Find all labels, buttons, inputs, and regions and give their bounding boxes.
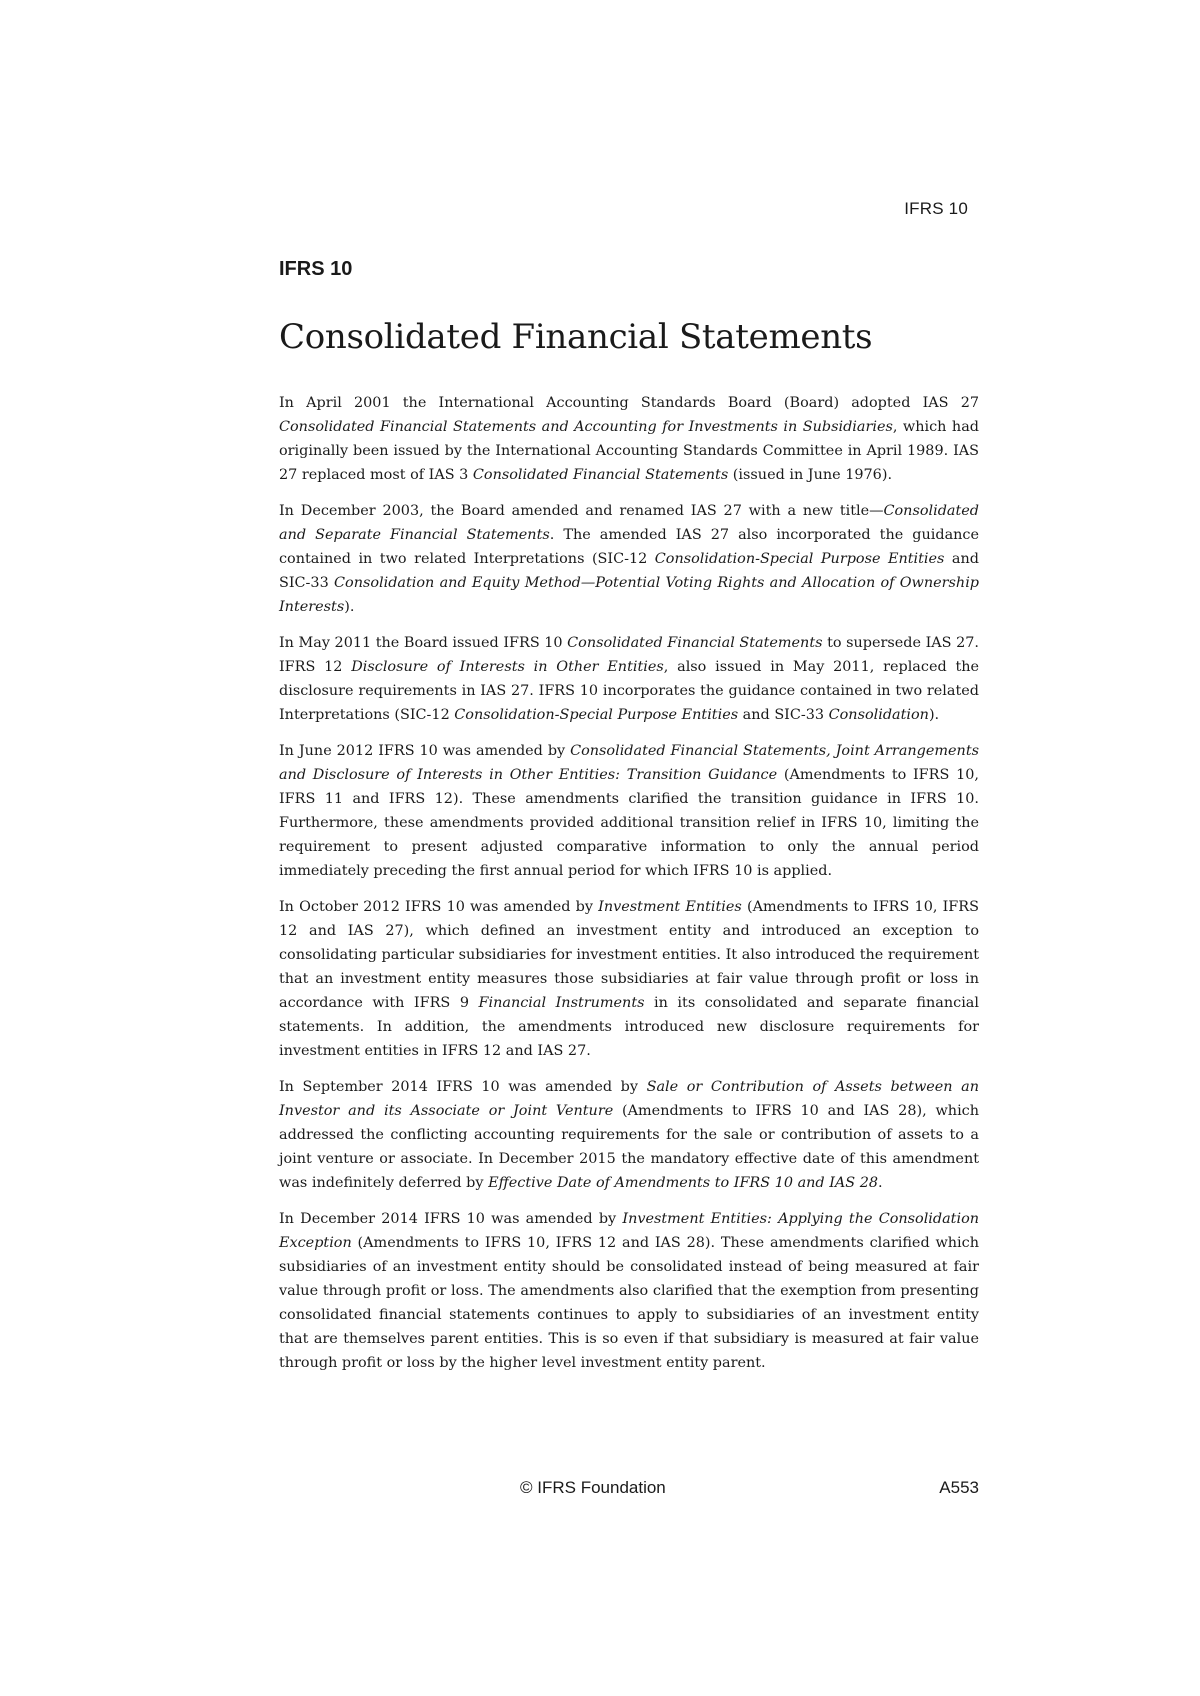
italic-title-run: Investment Entities: Applying the Consolidation Exception (279, 1211, 980, 1251)
text-run: and SIC-33 (279, 551, 979, 591)
italic-title-run: Effective Date of Amendments to IFRS 10 and IAS 28 (488, 1175, 879, 1191)
page-title: Consolidated Financial Statements (279, 317, 873, 357)
italic-title-run: Consolidated Financial Statements and Accounting for Investments in Subsidiaries (279, 419, 893, 435)
text-run: (Amendments to IFRS 10, IFRS 12 and IAS 27), which defined an investment entity and introduced an exception to consolidating particular subsidiaries for investment entities. It also introduced the requirement that an investment entity measures those subsidiaries at fair value through profit or loss in accordance with IFRS 9 (279, 899, 979, 1011)
paragraph (279, 391, 979, 487)
paragraph (279, 895, 979, 1063)
text-run: In May 2011 the Board issued IFRS 10 (279, 635, 568, 651)
italic-title-run: Financial Instruments (478, 995, 645, 1011)
text-run: (Amendments to IFRS 10, IFRS 11 and IFRS 12). These amendments clarified the transition guidance in IFRS 10. Furthermore, these amendments provided additional transition relief in IFRS 10, limiting the requirement to present adjusted comparative information to only the annual period immediately preceding the first annual period for which IFRS 10 is applied. (279, 767, 979, 879)
page-number: A553 (939, 1478, 979, 1497)
text-run: In October 2012 IFRS 10 was amended by (279, 899, 599, 915)
text-run: (Amendments to IFRS 10, IFRS 12 and IAS 28). These amendments clarified which subsidiaries of an investment entity should be consolidated instead of being measured at fair value through profit or loss. The amendments also clarified that the exemption from presenting consolidated financial statements continues to apply to subsidiaries of an investment entity that are themselves parent entities. This is so even if that subsidiary is measured at fair value through profit or loss by the higher level investment entity parent. (279, 1235, 979, 1371)
text-run: and SIC-33 (738, 707, 829, 723)
italic-title-run: Consolidation and Equity Method—Potential Voting Rights and Allocation of Ownership Interests (279, 575, 980, 615)
italic-title-run: Sale or Contribution of Assets between an Investor and its Associate or Joint Venture (279, 1079, 980, 1119)
text-run: ). (928, 707, 940, 723)
paragraph (279, 631, 979, 727)
body-text (279, 391, 979, 1375)
italic-title-run: Consolidated Financial Statements (472, 467, 729, 483)
paragraph (279, 739, 979, 883)
text-run: . (878, 1175, 883, 1191)
paragraph (279, 1207, 979, 1375)
text-run: In April 2001 the International Accounting Standards Board (Board) adopted IAS 27 (279, 395, 979, 411)
text-run: in its consolidated and separate financial statements. In addition, the amendments introduced new disclosure requirements for investment entities in IFRS 12 and IAS 27. (279, 995, 979, 1059)
italic-title-run: Consolidated Financial Statements, Joint Arrangements and Disclosure of Interests in Other Entities: Transition Guidance (279, 743, 979, 783)
page-content (279, 258, 979, 1387)
paragraph (279, 1075, 979, 1195)
italic-title-run: Consolidated and Separate Financial Statements (279, 503, 979, 543)
standard-code: IFRS 10 (279, 258, 353, 280)
italic-title-run: Consolidation-Special Purpose Entities (454, 707, 739, 723)
text-run: , also issued in May 2011, replaced the disclosure requirements in IAS 27. IFRS 10 incorporates the guidance contained in two related Interpretations (SIC-12 (279, 659, 980, 723)
text-run: In December 2003, the Board amended and renamed IAS 27 with a new title— (279, 503, 884, 519)
text-run: In September 2014 IFRS 10 was amended by (279, 1079, 647, 1095)
italic-title-run: Disclosure of Interests in Other Entities (351, 659, 664, 675)
paragraph (279, 499, 979, 619)
text-run: , which had originally been issued by the International Accounting Standards Committee in April 1989. IAS 27 replaced most of IAS 3 (279, 419, 979, 483)
text-run: In June 2012 IFRS 10 was amended by (279, 743, 571, 759)
italic-title-run: Investment Entities (598, 899, 742, 915)
footer-copyright: © IFRS Foundation (520, 1478, 666, 1497)
text-run: to supersede IAS 27. IFRS 12 (279, 635, 979, 675)
italic-title-run: Consolidated Financial Statements (567, 635, 823, 651)
text-run: In December 2014 IFRS 10 was amended by (279, 1211, 623, 1227)
running-head: IFRS 10 (904, 199, 968, 218)
text-run: . The amended IAS 27 also incorporated the guidance contained in two related Interpretations (SIC-12 (279, 527, 979, 567)
text-run: ). (344, 599, 355, 615)
text-run: (issued in June 1976). (728, 467, 893, 483)
text-run: (Amendments to IFRS 10 and IAS 28), which addressed the conflicting accounting requirements for the sale or contribution of assets to a joint venture or associate. In December 2015 the mandatory effective date of this amendment was indefinitely deferred by (279, 1103, 979, 1191)
italic-title-run: Consolidation-Special Purpose Entities (654, 551, 945, 567)
italic-title-run: Consolidation (828, 707, 929, 723)
